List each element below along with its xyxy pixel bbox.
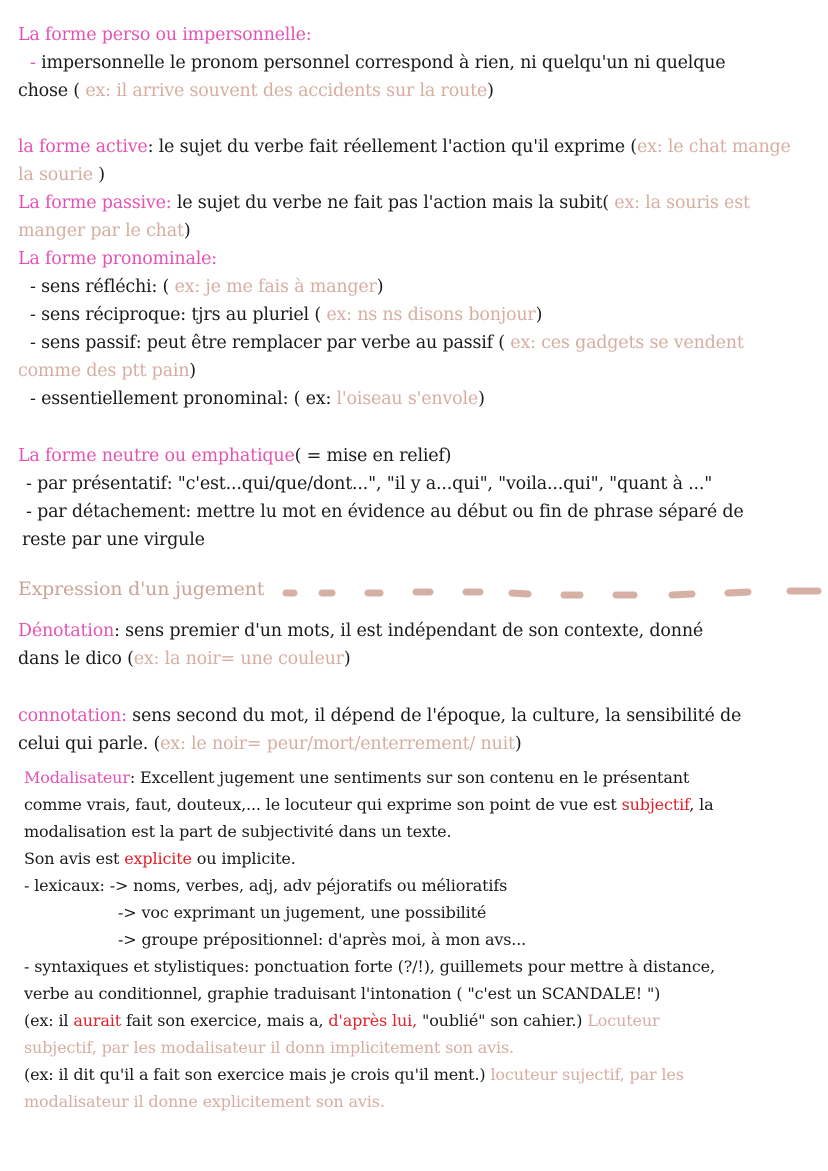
- text-line: reste par une virgule: [22, 530, 205, 550]
- text-line: connotation: sens second du mot, il dépend de l'époque, la culture, la sensibilité de: [18, 706, 742, 726]
- text-line: (ex: il aurait fait son exercice, mais a, d'après lui, "oublié" son cahier.) Locuteur: [24, 1011, 660, 1030]
- example-text: ex: ns ns disons bonjour: [326, 305, 536, 325]
- example-text: ex: il arrive souvent des accidents sur la route: [85, 81, 488, 101]
- text-line: La forme neutre ou emphatique( = mise en relief): [18, 446, 452, 466]
- example-text: locuteur sujectif, par les: [490, 1065, 684, 1084]
- list-subitem: -> voc exprimant un jugement, une possibilité: [118, 903, 487, 922]
- dash-segment: [728, 592, 748, 593]
- list-item: - lexicaux: -> noms, verbes, adj, adv péjoratifs ou mélioratifs: [24, 876, 508, 895]
- text-line: La forme passive: le sujet du verbe ne fait pas l'action mais la subit( ex: la souris est: [18, 193, 750, 213]
- list-item: - syntaxiques et stylistiques: ponctuation forte (?/!), guillemets pour mettre à distance,: [24, 957, 715, 976]
- term-label: Modalisateur: [24, 768, 130, 787]
- term-label: La forme neutre ou emphatique: [18, 446, 295, 466]
- dash-segment: [672, 594, 692, 595]
- list-subitem: -> groupe prépositionnel: d'après moi, à mon avs...: [118, 930, 527, 949]
- text-line: chose ( ex: il arrive souvent des accidents sur la route): [18, 81, 494, 101]
- example-text: comme des ptt pain: [18, 361, 190, 381]
- list-item: - essentiellement pronominal: ( ex: l'oiseau s'envole): [30, 389, 485, 409]
- term-label: Dénotation: [18, 621, 115, 641]
- example-text: manger par le chat: [18, 221, 184, 241]
- text-line: comme vrais, faut, douteux,... le locuteur qui exprime son point de vue est subjectif, la: [24, 795, 714, 814]
- text-line: manger par le chat): [18, 221, 191, 241]
- dash-segment: [512, 593, 528, 594]
- text-line: dans le dico (ex: la noir= une couleur): [18, 649, 351, 669]
- example-text: ex: la noir= une couleur: [133, 649, 344, 669]
- list-item: - sens passif: peut être remplacer par verbe au passif ( ex: ces gadgets se vendent: [30, 333, 744, 353]
- text-line: verbe au conditionnel, graphie traduisant l'intonation ( "c'est un SCANDALE! "): [24, 984, 661, 1003]
- text-line: modalisation est la part de subjectivité dans un texte.: [24, 822, 452, 841]
- section-title-impersonnelle: La forme perso ou impersonnelle:: [18, 25, 312, 45]
- term-label: La forme passive:: [18, 193, 172, 213]
- list-item: - par présentatif: "c'est...qui/que/dont...", "il y a...qui", "voila...qui", "quant à ...": [26, 474, 713, 494]
- text-line: la sourie ): [18, 165, 105, 185]
- text-line: Dénotation: sens premier d'un mots, il est indépendant de son contexte, donné: [18, 621, 704, 641]
- text-line: Son avis est explicite ou implicite.: [24, 849, 296, 868]
- section-title-pronominale: La forme pronominale:: [18, 249, 217, 269]
- example-text: ex: je me fais à manger: [174, 277, 377, 297]
- dashed-divider: [280, 583, 825, 605]
- term-label: connotation:: [18, 706, 127, 726]
- text-line: (ex: il dit qu'il a fait son exercice mais je crois qu'il ment.) locuteur sujectif, par les: [24, 1065, 684, 1084]
- highlight-text: subjectif: [621, 795, 690, 814]
- section-heading-jugement: Expression d'un jugement: [18, 578, 265, 600]
- term-label: la forme active: [18, 137, 148, 157]
- example-text: ex: le chat mange: [636, 137, 791, 157]
- example-text: ex: ces gadgets se vendent: [510, 333, 744, 353]
- highlight-text: explicite: [124, 849, 192, 868]
- text-line: comme des ptt pain): [18, 361, 196, 381]
- text-line: celui qui parle. (ex: le noir= peur/mort/enterrement/ nuit): [18, 734, 522, 754]
- text-line: - impersonnelle le pronom personnel correspond à rien, ni quelqu'un ni quelque: [30, 53, 726, 73]
- list-item: - sens réciproque: tjrs au pluriel ( ex: ns ns disons bonjour): [30, 305, 543, 325]
- list-item: - sens réfléchi: ( ex: je me fais à manger): [30, 277, 384, 297]
- example-text: modalisateur il donne explicitement son avis.: [24, 1092, 385, 1111]
- example-text: subjectif, par les modalisateur il donn implicitement son avis.: [24, 1038, 514, 1057]
- example-text: Locuteur: [587, 1011, 660, 1030]
- highlight-text: aurait: [73, 1011, 122, 1030]
- example-text: la sourie: [18, 165, 99, 185]
- list-item: - par détachement: mettre lu mot en évidence au début ou fin de phrase séparé de: [26, 502, 744, 522]
- text-line: Modalisateur: Excellent jugement une sentiments sur son contenu en le présentant: [24, 768, 690, 787]
- example-text: ex: le noir= peur/mort/enterrement/ nuit: [160, 734, 515, 754]
- text-line: la forme active: le sujet du verbe fait réellement l'action qu'il exprime (ex: le chat mange: [18, 137, 791, 157]
- highlight-text: d'après lui,: [328, 1011, 418, 1030]
- example-text: l'oiseau s'envole: [336, 389, 479, 409]
- example-text: ex: la souris est: [608, 193, 750, 213]
